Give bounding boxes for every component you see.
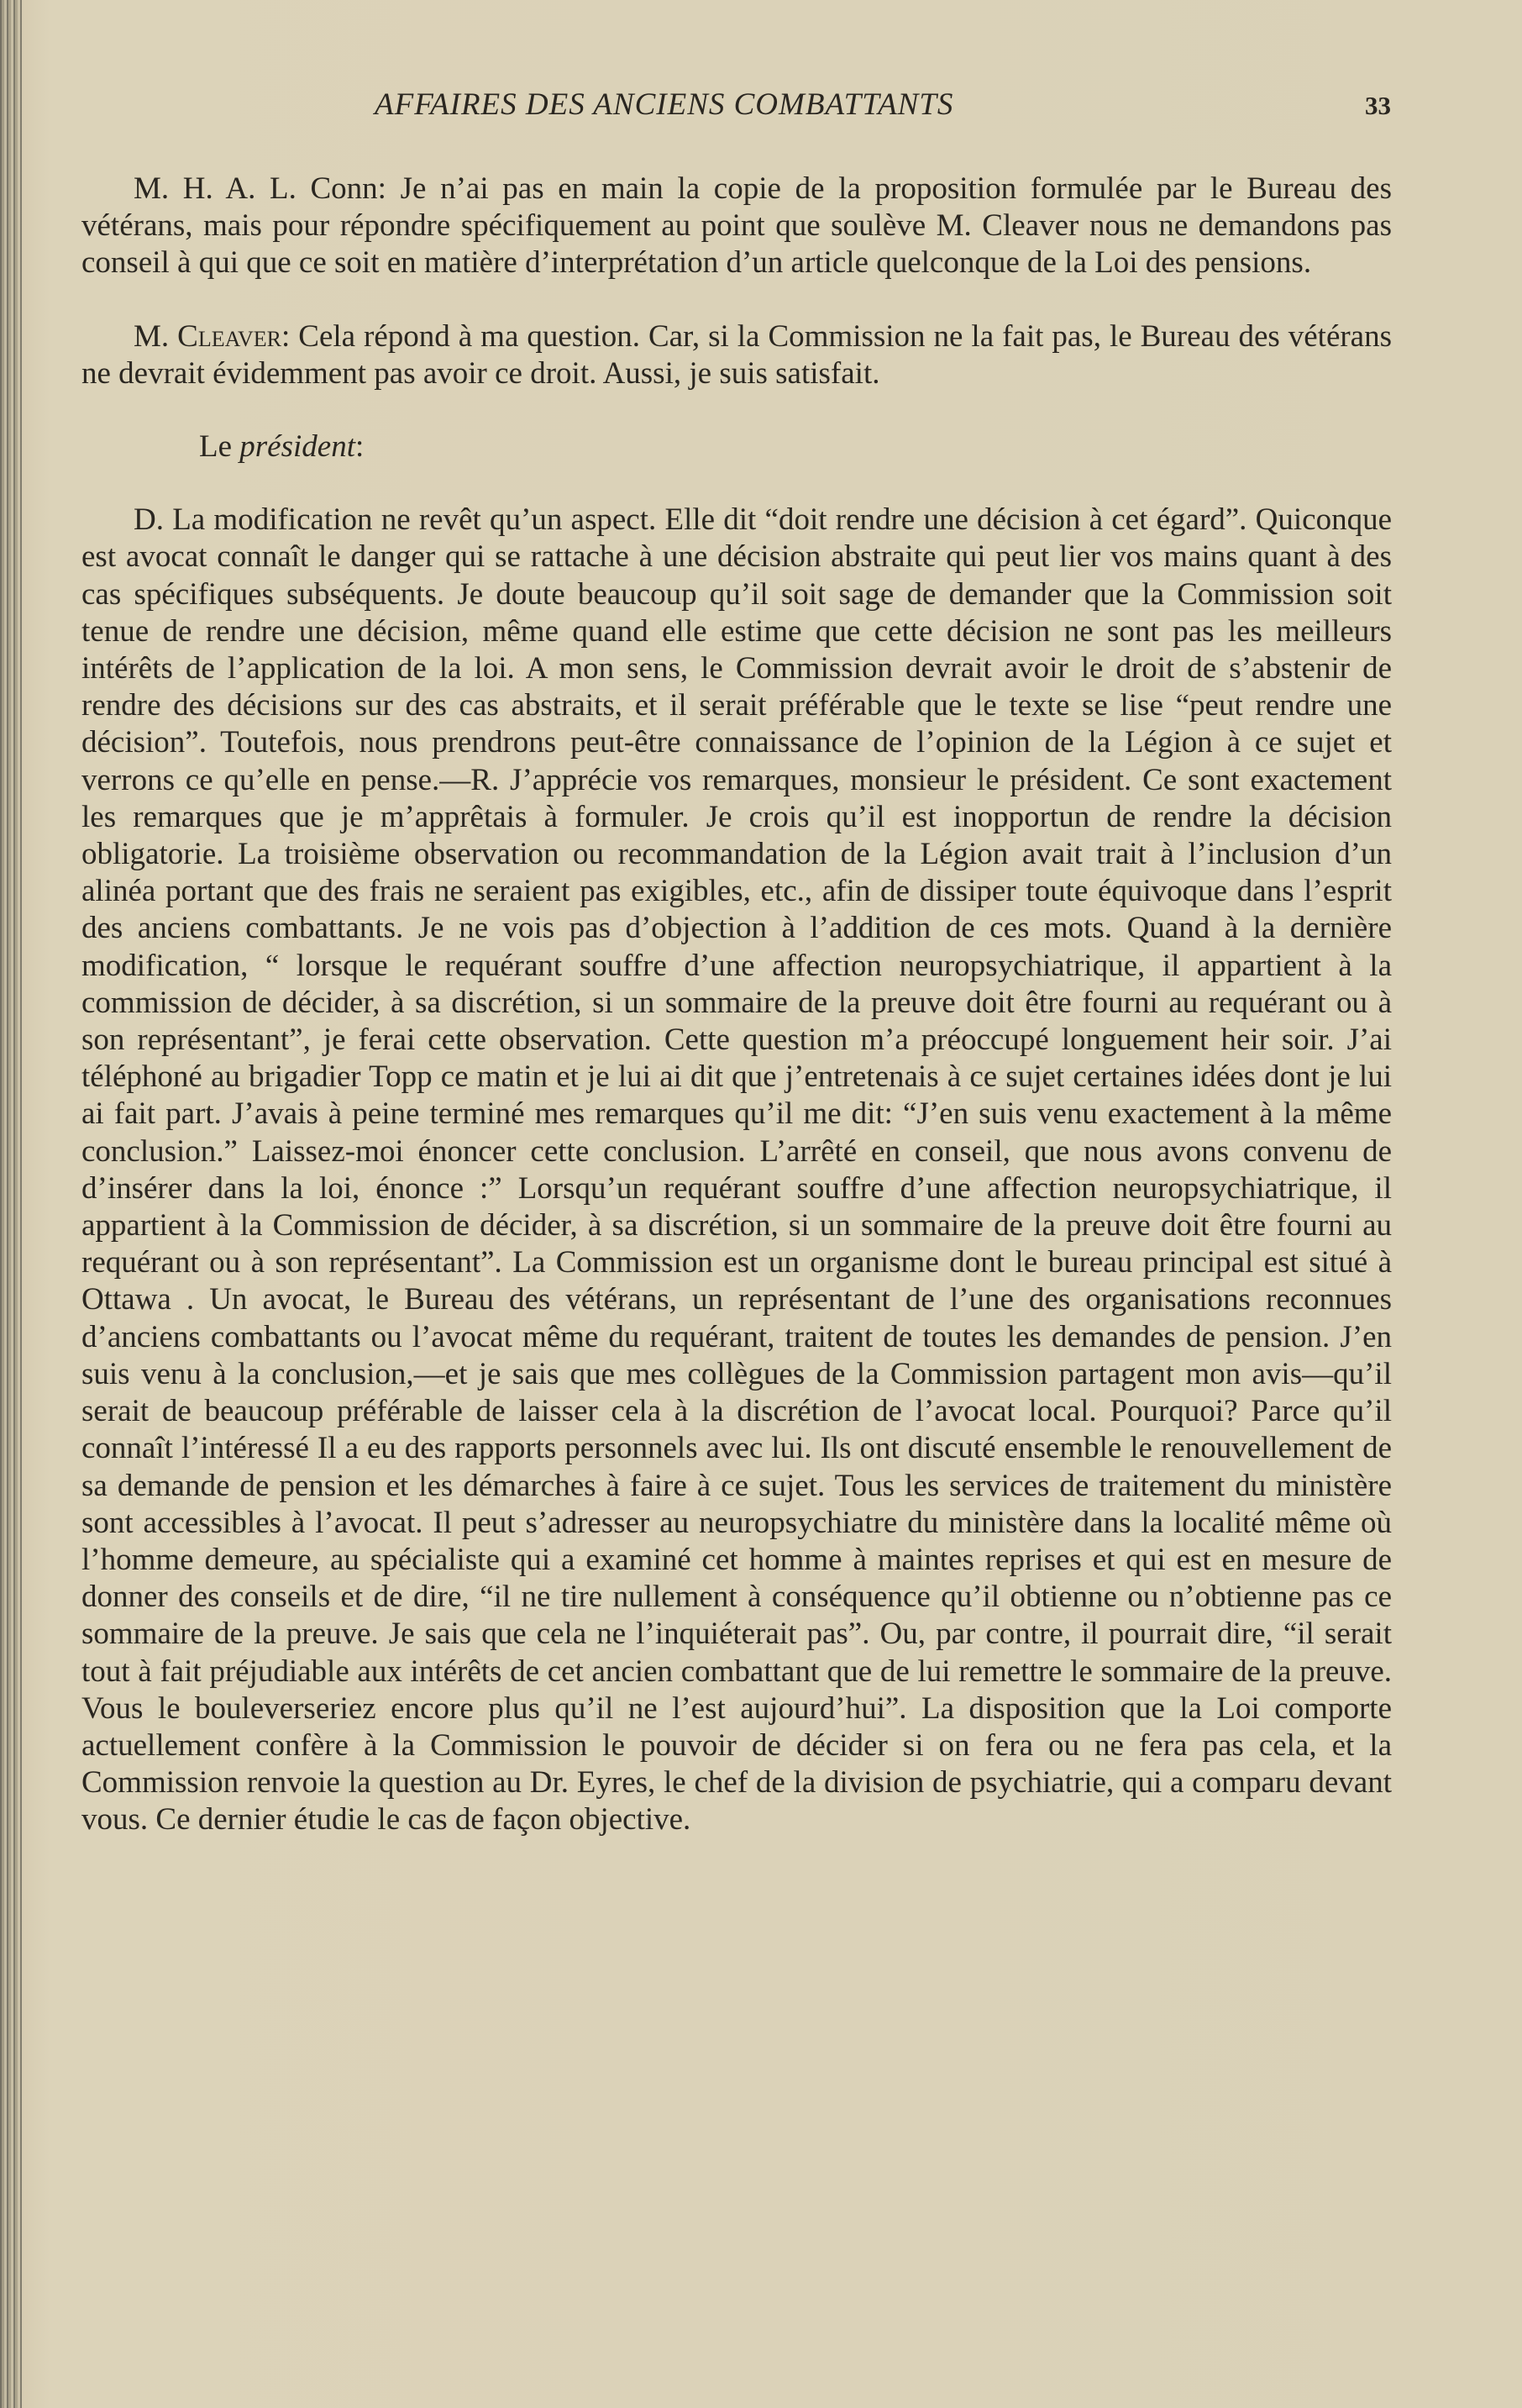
heading-italic: président xyxy=(239,429,355,465)
page-header xyxy=(375,87,1391,123)
speaker-prefix: M. xyxy=(134,318,178,354)
paragraph-president-dialogue: D. La modification ne revêt qu’un aspect. Elle dit “doit rendre une décision à cet égard”. Quiconque est avocat connaît le danger qui se rattache à une décision abstraite qui peut lier vos mains quant à des cas spécifiques subséquents. Je doute beaucoup qu’il soit sage de demander que la Commission soit tenue de rendre une décision, même quand elle estime que cette décision ne sont pas les meilleurs intérêts de l’application de la loi. A mon sens, le Commission devrait avoir le droit de s’abstenir de rendre des décisions sur des cas abstraits, et il serait préférable que le texte se lise “peut rendre une décision”. Toutefois, nous prendrons peut-être connaissance de l’opinion de la Légion à ce sujet et verrons ce qu’elle en pense.—R. J’apprécie vos remarques, monsieur le président. Ce sont exactement les remarques que je m’apprêtais à formuler. Je crois qu’il est inopportun de rendre la décision obligatorie. La troisième observation ou recommandation de la Légion avait trait à l’inclusion d’un alinéa portant que des frais ne seraient pas exigibles, etc., afin de dissiper toute équivoque dans l’esprit des anciens combattants. Je ne vois pas d’objection à l’addition de ces mots. Quand à la dernière modification, “ lorsque le requérant souffre d’une affection neuropsychiatrique, il appartient à la commission de décider, à sa discrétion, si un sommaire de la preuve doit être fourni au requérant ou à son représentant”, je ferai cette observation. Cette question m’a préoccupé longuement heir soir. J’ai téléphoné au brigadier Topp ce matin et je lui ai dit que j’entretenais à ce sujet certaines idées dont je lui ai fait part. J’avais à peine terminé mes remarques qu’il me dit: “J’en suis venu exactement à la même conclusion.” Laissez-moi énoncer cette conclusion. L’arrêté en conseil, que nous avons convenu de d’insérer dans la loi, énonce :” Lorsqu’un requérant souffre d’une affection neuropsychiatrique, il appartient à la Commission de décider, à sa discrétion, si un sommaire de la preuve doit être fourni au requérant ou à son représentant”. La Commission est un organisme dont le bureau principal est situé à Ottawa . Un avocat, le Bureau des vétérans, un représentant de l’une des organisations reconnues d’anciens combattants ou l’avocat même du requérant, traitent de toutes les demandes de pension. J’en suis venu à la conclusion,—et je sais que mes collègues de la Commission partagent mon avis—qu’il serait de beaucoup préférable de laisser cela à la discrétion de l’avocat local. Pourquoi? Parce qu’il connaît l’intéressé Il a eu des rapports personnels avec lui. Ils ont discuté ensemble le renouvellement de sa demande de pension et les démarches à faire à ce sujet. Tous les services de traitement du ministère sont accessibles à l’avocat. Il peut s’adresser au neuropsychiatre du ministère dans la localité même où l’homme demeure, au spécialiste qui a examiné cet homme à maintes reprises et qui est en mesure de donner des conseils et de dire, “il ne tire nullement à conséquence qu’il obtienne ou n’obtienne pas ce sommaire de la preuve. Je sais que cela ne l’inquiéterait pas”. Ou, par contre, il pourrait dire, “il serait tout à fait préjudiable aux intérêts de cet ancien combattant que de lui remettre le sommaire de la preuve. Vous le bouleverseriez encore plus qu’il ne l’est aujourd’hui”. La disposition que la Loi comporte actuellement confère à la Commission le pouvoir de décider si on fera ou ne fera pas cela, et la Commission renvoie la question au Dr. Eyres, le chef de la division de psychiatrie, qui a comparu devant vous. Ce dernier étudie le cas de façon objective. xyxy=(81,502,1392,1838)
running-title: AFFAIRES DES ANCIENS COMBATTANTS xyxy=(375,87,954,122)
paragraph-text: Je n’ai pas en main la copie de la proposition formulée par le Bureau des vétérans, mais pour répondre spécifiquement au point que soulève M. Cleaver nous ne demandons pas conseil à qui que ce soit en matière d’interprétation d’un article quelconque de la Loi des pensions. xyxy=(81,171,1392,281)
speaker-name: M. H. A. L. Conn: xyxy=(134,171,386,206)
page-number: 33 xyxy=(1365,91,1391,120)
body-text xyxy=(81,171,1392,1839)
paragraph-text: Cela répond à ma question. Car, si la Commission ne la fait pas, le Bureau des vétérans ne devrait évidemment pas avoir ce droit. Aussi, je suis satisfait. xyxy=(81,318,1393,391)
heading-suffix: : xyxy=(354,429,365,465)
book-spine-edge xyxy=(0,0,22,2408)
paragraph-conn xyxy=(81,171,1392,282)
speaker-name: Cleaver xyxy=(177,318,282,354)
paragraph-cleaver xyxy=(81,318,1392,392)
heading-prefix: Le xyxy=(199,429,240,465)
speaker-heading-president xyxy=(81,428,1392,465)
speaker-suffix: : xyxy=(281,318,291,354)
